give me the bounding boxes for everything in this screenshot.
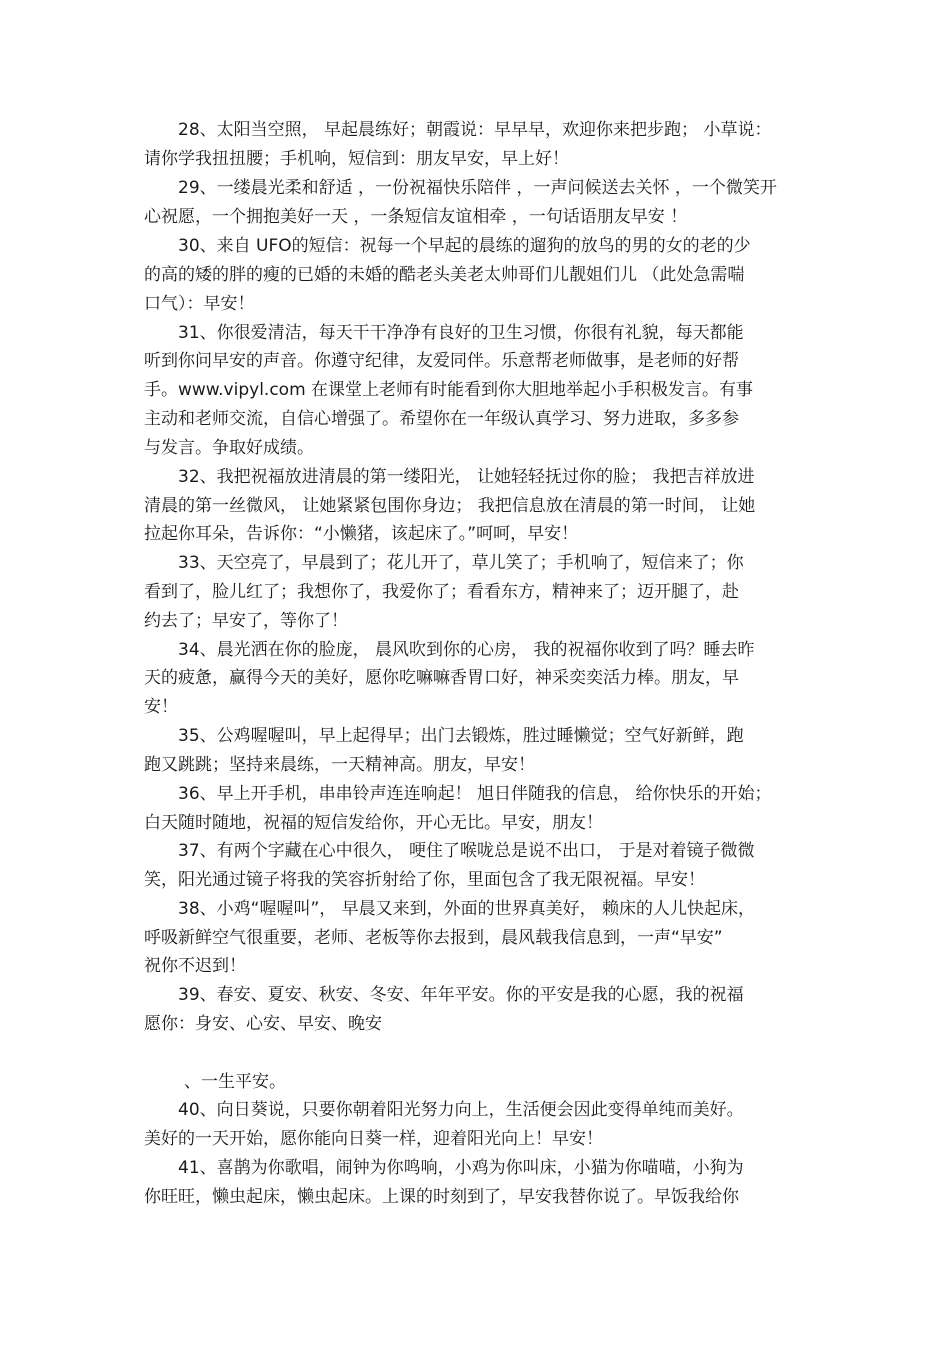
- text-line: 33、天空亮了，早晨到了；花儿开了，草儿笑了；手机响了，短信来了；你: [178, 553, 744, 573]
- text-line: 拉起你耳朵，告诉你：“小懒猪，该起床了。”呵呵，早安！: [144, 524, 579, 544]
- text-line: 跑又跳跳；坚持来晨练，一天精神高。朋友，早安！: [144, 755, 535, 775]
- text-line: 听到你问早安的声音。你遵守纪律，友爱同伴。乐意帮老师做事，是老师的好帮: [144, 351, 739, 371]
- text-line: 美好的一天开始，愿你能向日葵一样，迎着阳光向上！早安！: [144, 1129, 603, 1149]
- text-line: 笑，阳光通过镜子将我的笑容折射给了你，里面包含了我无限祝福。早安！: [144, 870, 705, 890]
- text-line: 祝你不迟到！: [144, 956, 246, 976]
- text-line: 请你学我扭扭腰；手机响，短信到：朋友早安，早上好！: [144, 149, 569, 169]
- text-line: 41、喜鹊为你歌唱，闹钟为你鸣响，小鸡为你叫床，小猫为你喵喵，小狗为: [178, 1158, 744, 1178]
- text-line: 37、有两个字藏在心中很久， 哽住了喉咙总是说不出口， 于是对着镜子微微: [178, 841, 755, 861]
- text-line: 与发言。争取好成绩。: [144, 438, 314, 458]
- text-line: 29、一缕晨光柔和舒适 ，一份祝福快乐陪伴 ，一声问候送去关怀 ，一个微笑开: [178, 178, 777, 198]
- text-line: 呼吸新鲜空气很重要，老师、老板等你去报到，晨风载我信息到，一声“早安”: [144, 928, 723, 948]
- text-line: 愿你：身安、心安、早安、晚安: [144, 1014, 382, 1034]
- text-line: 安！: [144, 697, 178, 717]
- text-line: 心祝愿，一个拥抱美好一天 ，一条短信友谊相牵 ，一句话语朋友早安 ！: [144, 207, 688, 227]
- text-line: 手。www.vipyl.com 在课堂上老师有时能看到你大胆地举起小手积极发言。有事: [144, 380, 754, 400]
- text-line: 35、公鸡喔喔叫，早上起得早；出门去锻炼，胜过睡懒觉；空气好新鲜，跑: [178, 726, 744, 746]
- text-line: 、一生平安。: [184, 1072, 286, 1092]
- text-line: 的高的矮的胖的瘦的已婚的未婚的酷老头美老太帅哥们儿靓姐们儿 （此处急需喘: [144, 265, 745, 285]
- text-line: 30、来自 UFO的短信：祝每一个早起的晨练的遛狗的放鸟的男的女的老的少: [178, 236, 751, 256]
- text-line: 看到了，脸儿红了；我想你了，我爱你了；看看东方，精神来了；迈开腿了，赴: [144, 582, 739, 602]
- text-line: 34、晨光洒在你的脸庞， 晨风吹到你的心房， 我的祝福你收到了吗？睡去昨: [178, 640, 755, 660]
- text-line: 36、早上开手机，串串铃声连连响起！ 旭日伴随我的信息， 给你快乐的开始；: [178, 784, 772, 804]
- text-line: 你旺旺，懒虫起床，懒虫起床。上课的时刻到了，早安我替你说了。早饭我给你: [144, 1187, 739, 1207]
- text-line: 39、春安、夏安、秋安、冬安、年年平安。你的平安是我的心愿，我的祝福: [178, 985, 744, 1005]
- text-line: 40、向日葵说，只要你朝着阳光努力向上，生活便会因此变得单纯而美好。: [178, 1100, 744, 1120]
- text-line: 31、你很爱清洁，每天干干净净有良好的卫生习惯，你很有礼貌，每天都能: [178, 323, 744, 343]
- text-line: 38、小鸡“喔喔叫”， 早晨又来到，外面的世界真美好， 赖床的人儿快起床，: [178, 899, 756, 919]
- text-line: 主动和老师交流，自信心增强了。希望你在一年级认真学习、努力进取，多多参: [144, 409, 739, 429]
- text-line: 28、太阳当空照， 早起晨练好；朝霞说：早早早，欢迎你来把步跑； 小草说：: [178, 120, 772, 140]
- text-line: 白天随时随地，祝福的短信发给你，开心无比。早安，朋友！: [144, 813, 603, 833]
- text-line: 清晨的第一丝微风， 让她紧紧包围你身边； 我把信息放在清晨的第一时间， 让她: [144, 496, 756, 516]
- text-line: 天的疲惫，赢得今天的美好，愿你吃嘛嘛香胃口好，神采奕奕活力棒。朋友，早: [144, 668, 739, 688]
- text-line: 32、我把祝福放进清晨的第一缕阳光， 让她轻轻抚过你的脸； 我把吉祥放进: [178, 467, 755, 487]
- text-line: 约去了；早安了，等你了！: [144, 611, 348, 631]
- text-line: 口气）：早安！: [144, 294, 255, 314]
